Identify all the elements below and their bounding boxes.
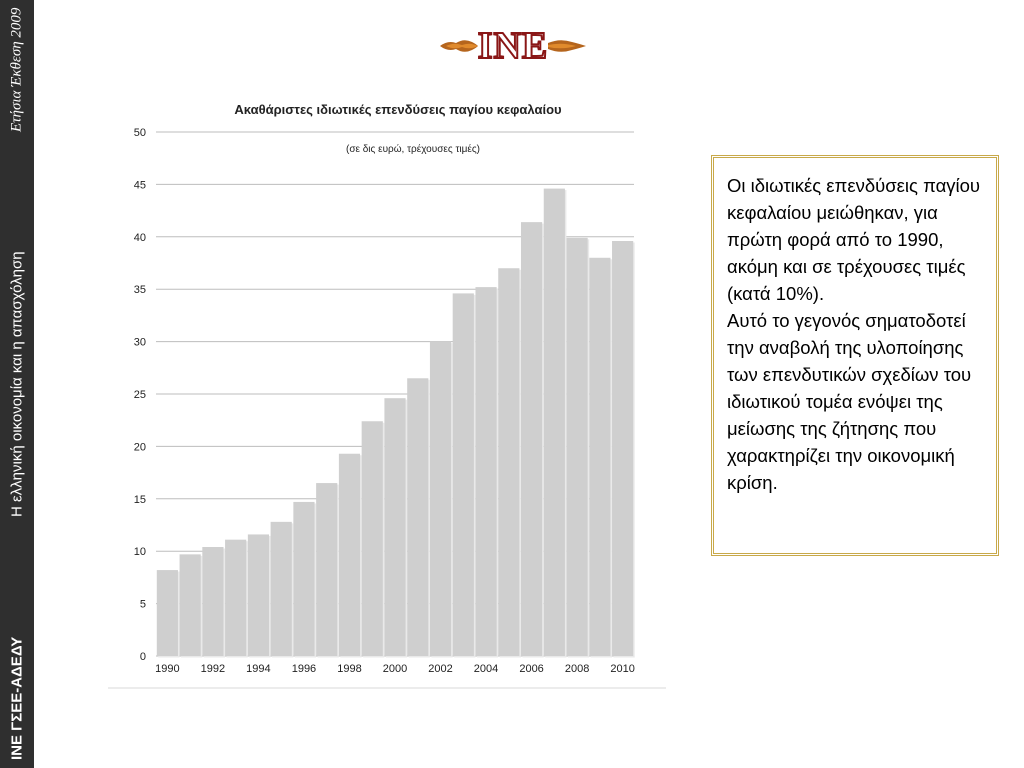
x-tick-label: 1994 — [246, 663, 271, 675]
bar-2007 — [544, 189, 565, 656]
y-tick-label: 30 — [133, 336, 146, 349]
y-tick-label: 25 — [133, 389, 146, 401]
topic-label: Η ελληνική οικονομία και η απασχόληση — [8, 251, 26, 518]
bar-1996 — [293, 502, 314, 656]
commentary-box — [711, 155, 999, 556]
x-tick-label: 2000 — [382, 663, 408, 675]
chart — [108, 92, 668, 692]
sidebar — [0, 0, 34, 768]
y-tick-label: 5 — [139, 598, 146, 611]
commentary-paragraph-2: Αυτό το γεγονός σηματοδοτεί την αναβολή της υλοποίησης των επενδυτικών σχεδίων του ιδιωτικού τομέα ενόψει της μείωσης της ζήτησης που χαρακτηρίζει την οικονομική κρίση. — [727, 310, 972, 493]
organization-label: ΙΝΕ ΓΣΕΕ-ΑΔΕΔΥ — [8, 636, 26, 760]
x-axis-tick-labels — [155, 663, 635, 675]
bar-2006 — [521, 222, 542, 656]
y-tick-label: 50 — [133, 127, 146, 139]
report-label: Ετήσια Έκθεση 2009 — [8, 8, 25, 133]
bar-2000 — [384, 398, 405, 656]
y-tick-label: 35 — [133, 284, 146, 297]
x-tick-label: 2008 — [564, 663, 590, 675]
bar-2003 — [453, 293, 474, 656]
x-tick-label: 1992 — [200, 663, 226, 675]
bar-2002 — [430, 342, 451, 656]
y-tick-label: 40 — [133, 231, 146, 244]
y-tick-label: 10 — [133, 546, 146, 559]
x-tick-label: 2010 — [610, 663, 635, 675]
logo-text: INE — [477, 25, 549, 67]
y-axis-tick-labels — [134, 127, 146, 663]
y-tick-label: 20 — [133, 441, 146, 454]
x-tick-label: 1998 — [337, 663, 362, 675]
bar-1998 — [339, 454, 360, 656]
y-tick-label: 45 — [133, 179, 146, 192]
bar-2008 — [567, 238, 588, 656]
x-tick-label: 2006 — [519, 663, 544, 675]
bar-chart-svg — [108, 92, 668, 692]
bar-1991 — [180, 554, 201, 656]
x-tick-label: 1996 — [291, 663, 317, 675]
x-tick-label: 2002 — [428, 663, 453, 675]
sidebar-text — [0, 0, 34, 768]
chart-subtitle: (σε δις ευρώ, τρέχουσες τιμές) — [346, 144, 480, 155]
ine-logo — [438, 26, 588, 66]
bar-1993 — [225, 540, 246, 656]
chart-title: Ακαθάριστες ιδιωτικές επενδύσεις παγίου κεφαλαίου — [234, 102, 562, 117]
bar-2004 — [475, 287, 496, 656]
bar-2010 — [612, 241, 633, 656]
x-tick-label: 2004 — [473, 663, 499, 675]
bar-2001 — [407, 378, 428, 656]
bar-1999 — [362, 421, 383, 656]
bar-1997 — [316, 483, 337, 656]
bar-1995 — [271, 522, 292, 656]
bar-1994 — [248, 534, 269, 656]
bar-1990 — [157, 570, 178, 656]
y-tick-label: 0 — [139, 651, 146, 663]
x-tick-label: 1990 — [155, 663, 180, 675]
y-tick-label: 15 — [133, 493, 146, 506]
bar-1992 — [202, 547, 223, 656]
bars — [157, 189, 635, 658]
commentary-paragraph-1: Οι ιδιωτικές επενδύσεις παγίου κεφαλαίου μειώθηκαν, για πρώτη φορά από το 1990, ακόμη και σε τρέχουσες τιμές (κατά 10%). — [727, 175, 981, 304]
bar-2009 — [589, 258, 610, 656]
bar-2005 — [498, 268, 519, 656]
